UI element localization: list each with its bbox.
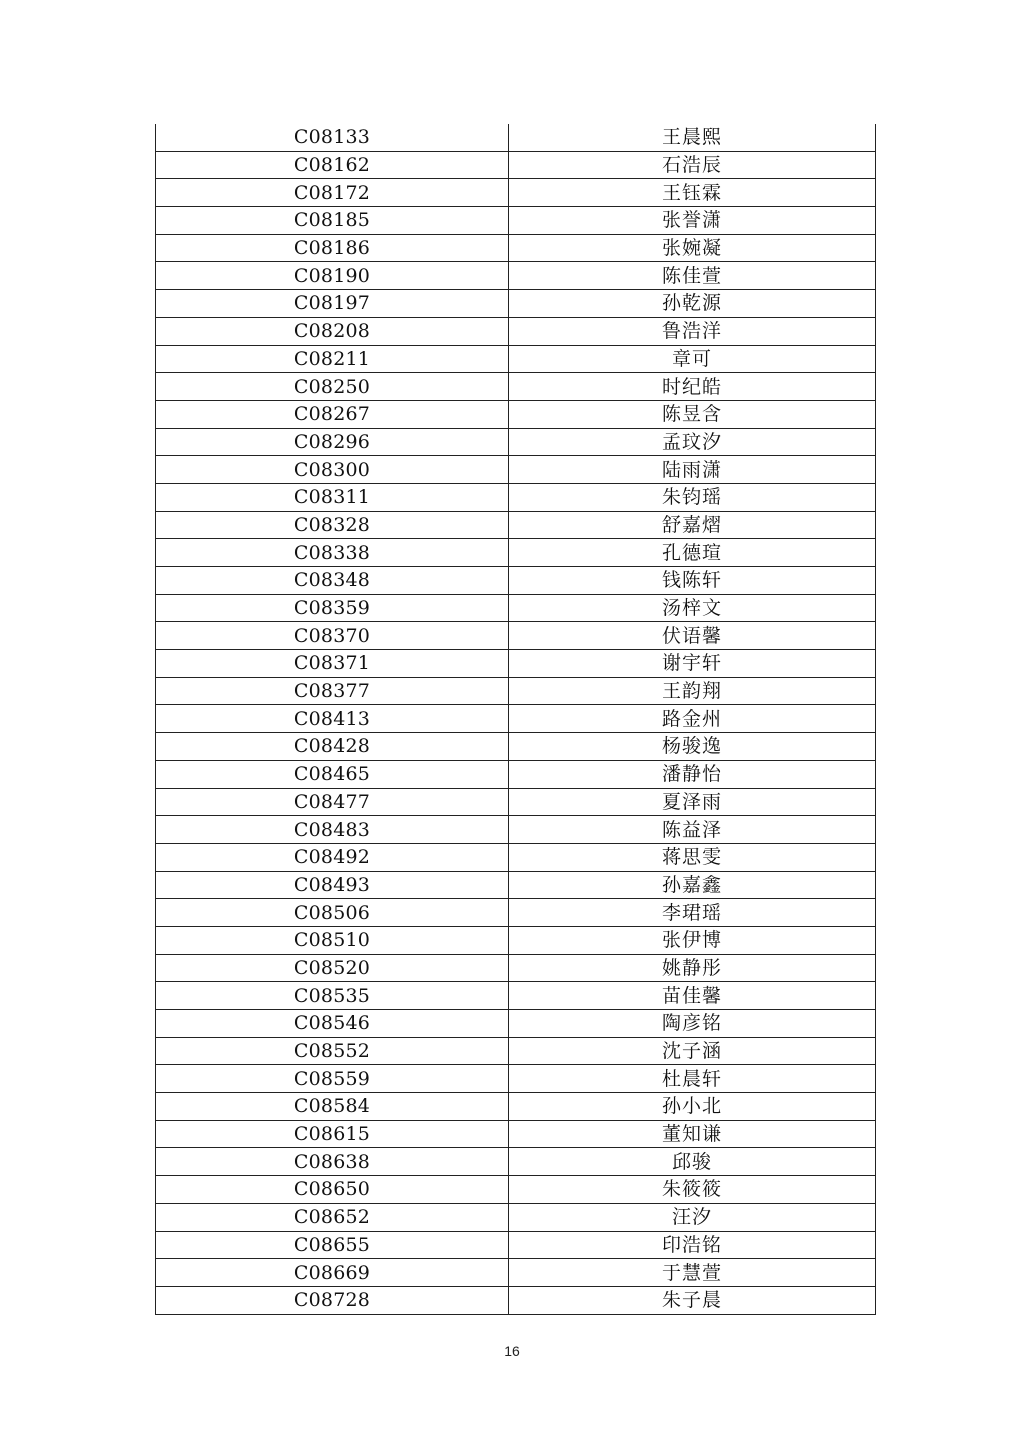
- candidate-name-cell: 陶彦铭: [509, 1010, 876, 1038]
- candidate-name-cell: 张誉潇: [509, 207, 876, 235]
- candidate-name-cell: 苗佳馨: [509, 982, 876, 1010]
- table-row: [156, 650, 876, 678]
- candidate-code-cell: C08370: [156, 622, 509, 650]
- candidate-code-cell: C08584: [156, 1093, 509, 1121]
- candidate-code-cell: C08211: [156, 345, 509, 373]
- candidate-code-cell: C08186: [156, 234, 509, 262]
- table-row: [156, 539, 876, 567]
- candidate-name-cell: 时纪皓: [509, 373, 876, 401]
- candidate-code-cell: C08546: [156, 1010, 509, 1038]
- table-row: [156, 1148, 876, 1176]
- candidate-code-cell: C08300: [156, 456, 509, 484]
- table-row: [156, 179, 876, 207]
- candidate-name-cell: 谢宇轩: [509, 650, 876, 678]
- candidate-name-cell: 舒嘉熠: [509, 511, 876, 539]
- candidate-name-cell: 陈昱含: [509, 400, 876, 428]
- page-number: 16: [504, 1343, 520, 1359]
- candidate-name-cell: 孔德瑄: [509, 539, 876, 567]
- table-row: [156, 1065, 876, 1093]
- candidate-code-cell: C08506: [156, 899, 509, 927]
- table-row: [156, 483, 876, 511]
- candidate-code-cell: C08465: [156, 760, 509, 788]
- roster-table: [155, 124, 876, 1315]
- candidate-code-cell: C08559: [156, 1065, 509, 1093]
- table-row: [156, 788, 876, 816]
- candidate-name-cell: 邱骏: [509, 1148, 876, 1176]
- table-row: [156, 124, 876, 151]
- candidate-code-cell: C08348: [156, 567, 509, 595]
- table-row: [156, 456, 876, 484]
- candidate-code-cell: C08413: [156, 705, 509, 733]
- table-row: [156, 511, 876, 539]
- candidate-code-cell: C08492: [156, 843, 509, 871]
- table-row: [156, 234, 876, 262]
- candidate-name-cell: 杜晨轩: [509, 1065, 876, 1093]
- table-row: [156, 677, 876, 705]
- candidate-code-cell: C08133: [156, 124, 509, 151]
- candidate-name-cell: 沈子涵: [509, 1037, 876, 1065]
- table-row: [156, 705, 876, 733]
- table-row: [156, 151, 876, 179]
- table-row: [156, 843, 876, 871]
- candidate-name-cell: 夏泽雨: [509, 788, 876, 816]
- candidate-code-cell: C08615: [156, 1120, 509, 1148]
- table-row: [156, 1120, 876, 1148]
- candidate-code-cell: C08483: [156, 816, 509, 844]
- candidate-name-cell: 朱子晨: [509, 1286, 876, 1314]
- table-row: [156, 1259, 876, 1287]
- candidate-name-cell: 路金州: [509, 705, 876, 733]
- candidate-name-cell: 陆雨潇: [509, 456, 876, 484]
- candidate-name-cell: 孙乾源: [509, 290, 876, 318]
- candidate-name-cell: 孙小北: [509, 1093, 876, 1121]
- candidate-name-cell: 李珺瑶: [509, 899, 876, 927]
- table-row: [156, 1203, 876, 1231]
- table-row: [156, 1231, 876, 1259]
- roster-table-container: [155, 124, 875, 1315]
- table-row: [156, 1093, 876, 1121]
- candidate-name-cell: 朱钧瑶: [509, 483, 876, 511]
- candidate-name-cell: 潘静怡: [509, 760, 876, 788]
- table-row: [156, 622, 876, 650]
- table-row: [156, 871, 876, 899]
- candidate-code-cell: C08338: [156, 539, 509, 567]
- candidate-name-cell: 朱筱筱: [509, 1176, 876, 1204]
- candidate-code-cell: C08728: [156, 1286, 509, 1314]
- candidate-name-cell: 张伊博: [509, 926, 876, 954]
- candidate-code-cell: C08652: [156, 1203, 509, 1231]
- candidate-code-cell: C08493: [156, 871, 509, 899]
- candidate-name-cell: 蒋思雯: [509, 843, 876, 871]
- table-row: [156, 1037, 876, 1065]
- candidate-code-cell: C08428: [156, 733, 509, 761]
- candidate-code-cell: C08208: [156, 317, 509, 345]
- candidate-name-cell: 鲁浩洋: [509, 317, 876, 345]
- candidate-name-cell: 钱陈轩: [509, 567, 876, 595]
- candidate-name-cell: 王晨熙: [509, 124, 876, 151]
- table-row: [156, 982, 876, 1010]
- candidate-code-cell: C08552: [156, 1037, 509, 1065]
- candidate-name-cell: 汤梓文: [509, 594, 876, 622]
- candidate-code-cell: C08669: [156, 1259, 509, 1287]
- table-row: [156, 290, 876, 318]
- table-row: [156, 345, 876, 373]
- candidate-name-cell: 汪汐: [509, 1203, 876, 1231]
- candidate-name-cell: 于慧萱: [509, 1259, 876, 1287]
- table-row: [156, 760, 876, 788]
- candidate-code-cell: C08377: [156, 677, 509, 705]
- table-row: [156, 567, 876, 595]
- candidate-code-cell: C08477: [156, 788, 509, 816]
- table-row: [156, 733, 876, 761]
- candidate-name-cell: 孙嘉鑫: [509, 871, 876, 899]
- candidate-code-cell: C08371: [156, 650, 509, 678]
- table-row: [156, 926, 876, 954]
- candidate-code-cell: C08638: [156, 1148, 509, 1176]
- candidate-code-cell: C08535: [156, 982, 509, 1010]
- candidate-name-cell: 董知谦: [509, 1120, 876, 1148]
- candidate-code-cell: C08172: [156, 179, 509, 207]
- candidate-name-cell: 王钰霖: [509, 179, 876, 207]
- roster-table-body: [156, 124, 876, 1314]
- candidate-code-cell: C08190: [156, 262, 509, 290]
- candidate-name-cell: 石浩辰: [509, 151, 876, 179]
- candidate-code-cell: C08520: [156, 954, 509, 982]
- candidate-name-cell: 伏语馨: [509, 622, 876, 650]
- candidate-name-cell: 孟玟汐: [509, 428, 876, 456]
- candidate-name-cell: 章可: [509, 345, 876, 373]
- table-row: [156, 400, 876, 428]
- table-row: [156, 1010, 876, 1038]
- table-row: [156, 262, 876, 290]
- candidate-code-cell: C08328: [156, 511, 509, 539]
- table-row: [156, 816, 876, 844]
- candidate-name-cell: 陈益泽: [509, 816, 876, 844]
- table-row: [156, 954, 876, 982]
- table-row: [156, 594, 876, 622]
- candidate-code-cell: C08162: [156, 151, 509, 179]
- table-row: [156, 428, 876, 456]
- table-row: [156, 207, 876, 235]
- table-row: [156, 899, 876, 927]
- candidate-name-cell: 王韵翔: [509, 677, 876, 705]
- candidate-code-cell: C08359: [156, 594, 509, 622]
- candidate-code-cell: C08250: [156, 373, 509, 401]
- table-row: [156, 1176, 876, 1204]
- candidate-name-cell: 姚静彤: [509, 954, 876, 982]
- candidate-code-cell: C08510: [156, 926, 509, 954]
- candidate-name-cell: 杨骏逸: [509, 733, 876, 761]
- candidate-name-cell: 陈佳萱: [509, 262, 876, 290]
- candidate-code-cell: C08267: [156, 400, 509, 428]
- candidate-name-cell: 印浩铭: [509, 1231, 876, 1259]
- candidate-code-cell: C08311: [156, 483, 509, 511]
- candidate-name-cell: 张婉凝: [509, 234, 876, 262]
- table-row: [156, 1286, 876, 1314]
- table-row: [156, 373, 876, 401]
- candidate-code-cell: C08650: [156, 1176, 509, 1204]
- candidate-code-cell: C08655: [156, 1231, 509, 1259]
- candidate-code-cell: C08185: [156, 207, 509, 235]
- candidate-code-cell: C08197: [156, 290, 509, 318]
- table-row: [156, 317, 876, 345]
- candidate-code-cell: C08296: [156, 428, 509, 456]
